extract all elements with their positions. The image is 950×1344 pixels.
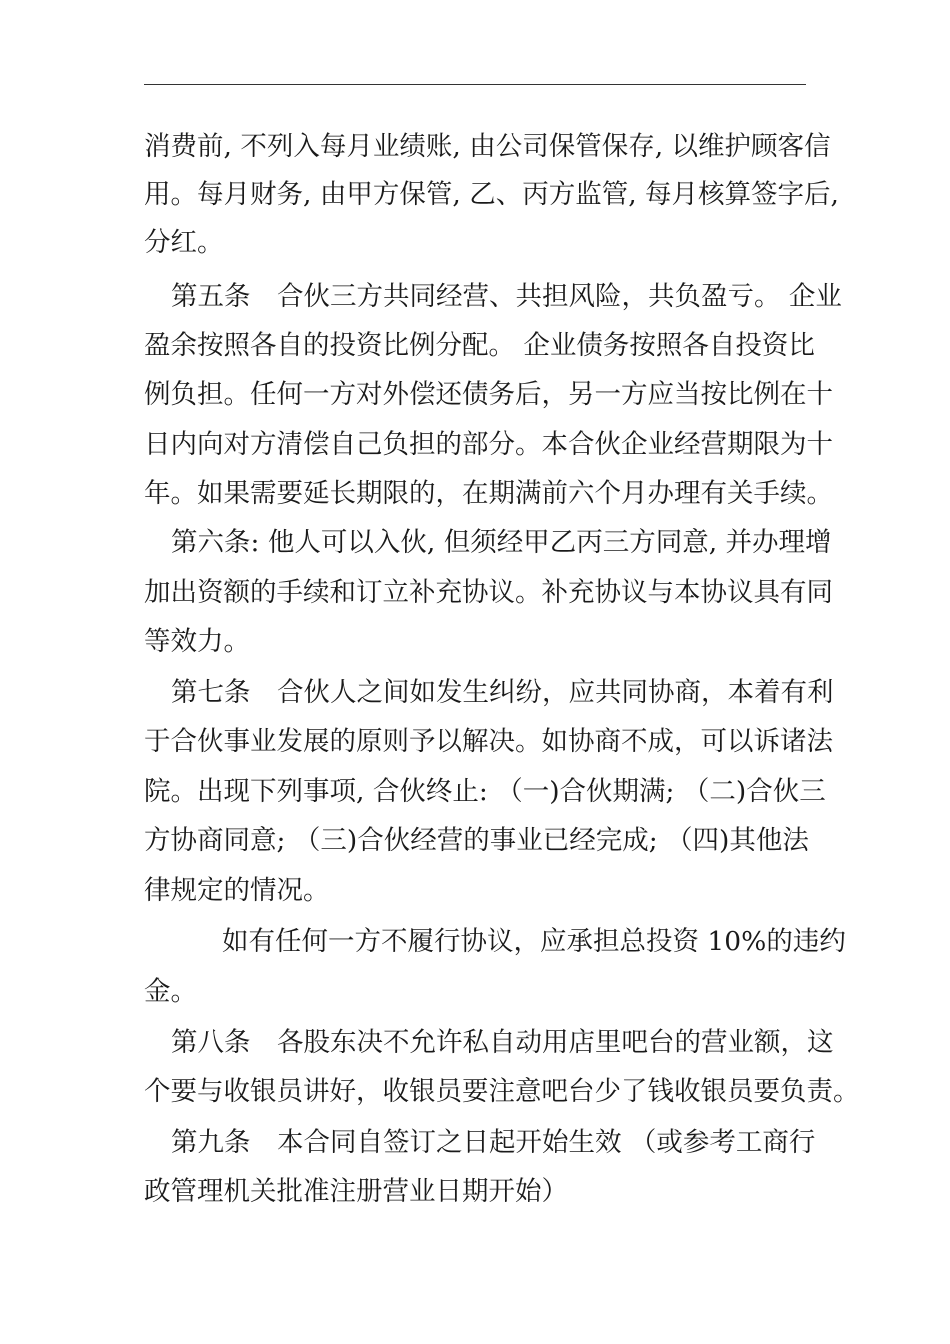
article-5-heading-line: 第五条 合伙三方共同经营、共担风险，共负盈亏。 企业 [171, 281, 842, 312]
text-line: 分红。 [144, 227, 224, 258]
text-line: 用。每月财务, 由甲方保管, 乙、丙方监管, 每月核算签字后, [144, 179, 839, 210]
text-line: 盈余按照各自的投资比例分配。 企业债务按照各自投资比 [144, 330, 815, 361]
article-6-heading-line: 第六条: 他人可以入伙, 但须经甲乙丙三方同意, 并办理增 [171, 527, 832, 558]
article-8-heading-line: 第八条 各股东决不允许私自动用店里吧台的营业额，这 [171, 1027, 834, 1058]
text-line: 消费前, 不列入每月业绩账, 由公司保管保存, 以维护顾客信 [144, 131, 831, 162]
text-line: 院。出现下列事项, 合伙终止: （一)合伙期满; （二)合伙三 [144, 776, 826, 807]
text-line: 个要与收银员讲好，收银员要注意吧台少了钱收银员要负责。 [144, 1076, 860, 1107]
text-line: 年。如果需要延长期限的，在期满前六个月办理有关手续。 [144, 478, 833, 509]
text-line: 律规定的情况。 [144, 875, 330, 906]
text-line: 方协商同意; （三)合伙经营的事业已经完成; （四)其他法 [144, 825, 809, 856]
header-rule [144, 84, 806, 85]
article-7-heading-line: 第七条 合伙人之间如发生纠纷，应共同协商，本着有利 [171, 677, 834, 708]
text-line: 等效力。 [144, 626, 250, 657]
text-line: 加出资额的手续和订立补充协议。补充协议与本协议具有同 [144, 577, 833, 608]
text-line: 金。 [144, 976, 197, 1007]
text-line: 政管理机关批准注册营业日期开始） [144, 1176, 568, 1207]
text-line: 例负担。任何一方对外偿还债务后，另一方应当按比例在十 [144, 379, 833, 410]
article-9-heading-line: 第九条 本合同自签订之日起开始生效 （或参考工商行 [171, 1127, 816, 1158]
penalty-clause-line: 如有任何一方不履行协议，应承担总投资 10%的违约 [222, 926, 846, 957]
text-line: 于合伙事业发展的原则予以解决。如协商不成，可以诉诸法 [144, 726, 833, 757]
text-line: 日内向对方清偿自己负担的部分。本合伙企业经营期限为十 [144, 429, 833, 460]
